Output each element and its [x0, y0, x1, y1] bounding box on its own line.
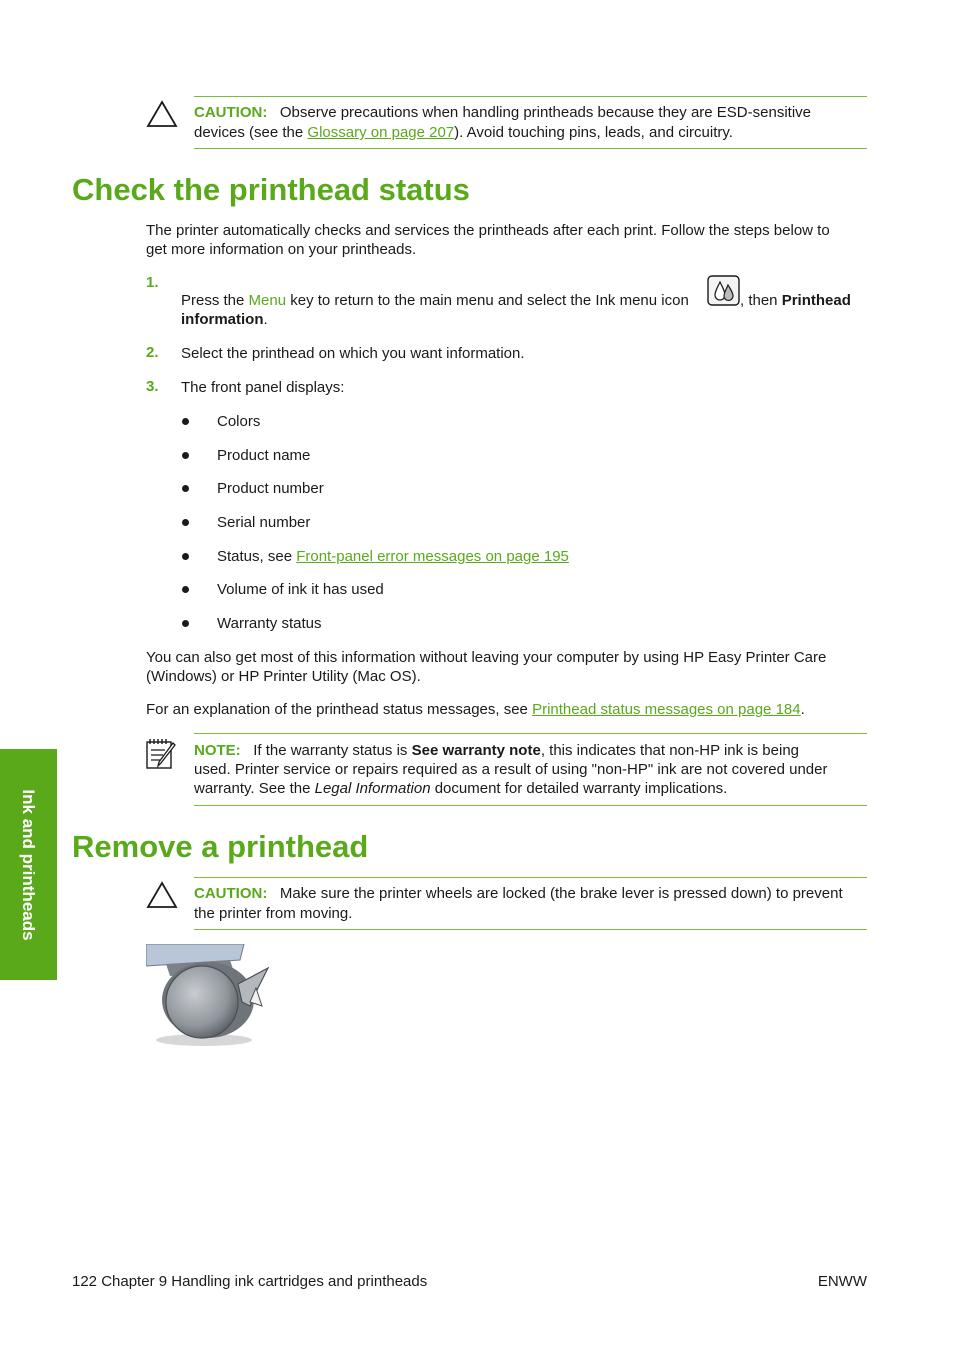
caution-line-2: [194, 123, 733, 142]
note-pad-icon: [145, 737, 179, 771]
printhead-bold: Printhead: [781, 292, 851, 309]
step-1-text-cont: [740, 291, 851, 310]
para-2-line-2: (Windows) or HP Printer Utility (Mac OS).: [146, 668, 421, 685]
step-1-number: 1.: [146, 274, 159, 291]
bullet-dot: [182, 586, 189, 593]
list-item-status: [217, 547, 569, 566]
caution2-text: Make sure the printer wheels are locked (the brake lever is pressed down) to prevent: [279, 885, 843, 902]
caution-top-rule: [194, 96, 867, 97]
note-text-2: , this indicates that non-HP ink is being: [540, 742, 800, 759]
bullet-dot: [182, 418, 189, 425]
note-text-3: warranty. See the: [194, 780, 315, 797]
step-3-text: The front panel displays:: [181, 379, 345, 396]
caution2-line-1: [194, 884, 843, 903]
caution2-top-rule: [194, 877, 867, 878]
chapter-side-tab: [0, 749, 57, 980]
printhead-status-link[interactable]: Printhead status messages on page 184: [532, 701, 801, 718]
bullet-dot: [182, 519, 189, 526]
status-text: Status, see: [217, 548, 297, 565]
front-panel-errors-link[interactable]: Front-panel error messages on page 195: [296, 548, 569, 565]
para-3-pre: For an explanation of the printhead status messages, see: [146, 701, 533, 718]
footer-left: 122 Chapter 9 Handling ink cartridges and printheads: [72, 1273, 428, 1290]
step-3-number: 3.: [146, 378, 159, 395]
step-2-text: Select the printhead on which you want information.: [181, 345, 525, 362]
para-3-post: .: [800, 701, 805, 718]
note-label: NOTE:: [194, 742, 241, 759]
caution-triangle-icon: [146, 100, 178, 128]
list-item: Volume of ink it has used: [217, 581, 384, 598]
step-1-mid: key to return to the main menu and select the Ink menu icon: [286, 292, 689, 309]
step-1-end: .: [263, 311, 268, 328]
caution2-bottom-rule: [194, 929, 867, 930]
note-bottom-rule: [194, 805, 867, 806]
note-line-3: [194, 779, 727, 798]
caution2-label: CAUTION:: [194, 885, 268, 902]
ink-drop-icon: [707, 275, 740, 306]
side-tab-label: Ink and printheads: [19, 789, 38, 941]
para-2-line-1: You can also get most of this information without leaving your computer by using HP Easy Printer Care: [146, 649, 827, 666]
caution-label: CAUTION:: [194, 104, 268, 121]
caution-line-1: [194, 103, 811, 122]
list-item: Warranty status: [217, 615, 322, 632]
caution-text-3: ). Avoid touching pins, leads, and circuitry.: [454, 124, 733, 141]
note-text-1: If the warranty status is: [253, 742, 412, 759]
printer-wheel-illustration: [146, 944, 272, 1048]
step-2-number: 2.: [146, 344, 159, 361]
caution2-line-2: the printer from moving.: [194, 905, 353, 922]
bullet-dot: [182, 553, 189, 560]
step-1-text-line2: [181, 310, 268, 329]
note-top-rule: [194, 733, 867, 734]
caution-bottom-rule: [194, 148, 867, 149]
caution-text: Observe precautions when handling printheads because they are ESD-sensitive: [279, 104, 811, 121]
footer-right: ENWW: [817, 1273, 867, 1290]
legal-information-italic: Legal Information: [314, 780, 431, 797]
information-bold: information: [181, 311, 264, 328]
note-text-4: document for detailed warranty implications.: [430, 780, 728, 797]
intro-line-1: The printer automatically checks and services the printheads after each print. Follow the steps below to: [146, 222, 830, 239]
section-title-check-status: Check the printhead status: [72, 172, 470, 207]
glossary-link[interactable]: Glossary on page 207: [307, 124, 455, 141]
see-warranty-note-bold: See warranty note: [411, 742, 541, 759]
step-1-pre: Press the: [181, 292, 249, 309]
note-line-1: [194, 741, 799, 760]
step-1-post: , then: [740, 292, 782, 309]
note-line-2: used. Printer service or repairs required as a result of using "non-HP" ink are not covered under: [194, 761, 828, 778]
bullet-dot: [182, 452, 189, 459]
list-item: Product name: [217, 447, 311, 464]
para-3: [146, 700, 805, 719]
bullet-dot: [182, 485, 189, 492]
intro-line-2: get more information on your printheads.: [146, 241, 417, 258]
step-1-text: [181, 291, 689, 310]
section-title-remove-printhead: Remove a printhead: [72, 829, 369, 864]
menu-key-label: Menu: [248, 292, 287, 309]
list-item: Colors: [217, 413, 261, 430]
caution-text-2: devices (see the: [194, 124, 308, 141]
list-item: Serial number: [217, 514, 311, 531]
list-item: Product number: [217, 480, 324, 497]
bullet-dot: [182, 620, 189, 627]
caution-triangle-icon: [146, 881, 178, 909]
